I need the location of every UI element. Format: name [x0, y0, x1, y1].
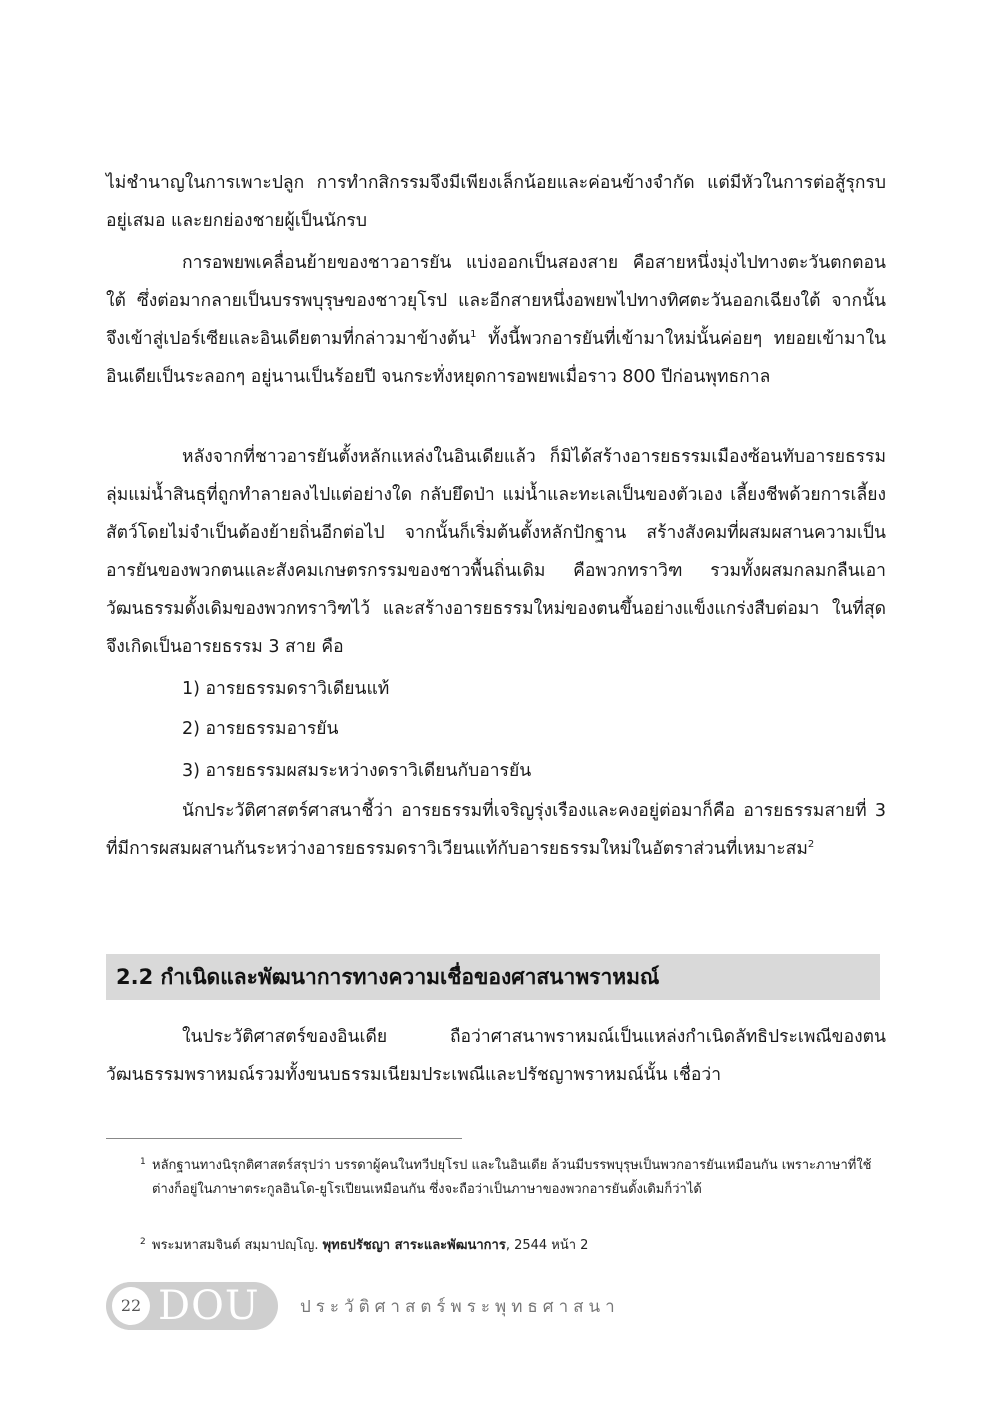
- paragraph-4-text: นักประวัติศาสตร์ศาสนาชี้ว่า อารยธรรมที่เจริญรุ่งเรืองและคงอยู่ต่อมาก็คือ อารยธรรมสายที่ 3 ที่มีการผสมผสานกันระหว่างอารยธรรมดราวิเวียนแท้กับอารยธรรมใหม่ในอัตราส่วนที่เหมาะสม: [106, 801, 886, 859]
- section-title: 2.2 กำเนิดและพัฒนาการทางความเชื่อของศาสนาพราหมณ์: [116, 965, 660, 989]
- dou-logo: DOU: [158, 1283, 260, 1329]
- list-item-1: 1) อารยธรรมดราวิเดียนแท้: [182, 679, 390, 699]
- section-heading-bar: [106, 954, 880, 1000]
- list-item-2: 2) อารยธรรมอารยัน: [182, 719, 339, 739]
- list-item-3: 3) อารยธรรมผสมระหว่างดราวิเดียนกับอารยัน: [182, 761, 532, 781]
- footer-logo-pill: [106, 1282, 278, 1330]
- paragraph-2-tail: ทั้งนี้พวกอารยันที่เข้ามาใหม่นั้นค่อยๆ ทยอยเข้ามาในอินเดียเป็นระลอกๆ อยู่นานเป็นร้อยปี จนกระทั่งหยุดการอพยพเมื่อราว 800 ปีก่อนพุทธกาล: [106, 329, 886, 387]
- footnote-ref-2[interactable]: 2: [807, 839, 815, 851]
- paragraph-4: [106, 792, 886, 868]
- footnote-1-text: หลักฐานทางนิรุกติศาสตร์สรุปว่า บรรดาผู้คนในทวีปยุโรป และในอินเดีย ล้วนมีบรรพบุรุษเป็นพวกอารยันเหมือนกัน เพราะภาษาที่ใช้ต่างก็อยู่ในภาษาตระกูลอินโด-ยูโรเปียนเหมือนกัน ซึ่งจะถือว่าเป็นภาษาของพวกอารยันดั้งเดิมก็ว่าได้: [152, 1158, 872, 1197]
- footnote-divider: [106, 1138, 462, 1139]
- paragraph-2-text: การอพยพเคลื่อนย้ายของชาวอารยัน แบ่งออกเป็นสองสาย คือสายหนึ่งมุ่งไปทางตะวันตกตอนใต้ ซึ่งต่อมากลายเป็นบรรพบุรุษของชาวยุโรป และอีกสายหนึ่งอพยพไปทางทิศตะวันออกเฉียงใต้ จากนั้นจึงเข้าสู่เปอร์เซียและอินเดียตามที่กล่าวมาข้างต้น: [106, 253, 886, 349]
- paragraph-2: [106, 244, 886, 396]
- page-number: 22: [112, 1287, 150, 1325]
- footnote-2-rest: , 2544 หน้า 2: [505, 1238, 589, 1253]
- paragraph-3: หลังจากที่ชาวอารยันตั้งหลักแหล่งในอินเดียแล้ว ก็มิได้สร้างอารยธรรมเมืองซ้อนทับอารยธรรมลุ่มแม่น้ำสินธุที่ถูกทำลายลงไปแต่อย่างใด กลับยึดป่า แม่น้ำและทะเลเป็นของตัวเอง เลี้ยงชีพด้วยการเลี้ยงสัตว์โดยไม่จำเป็นต้องย้ายถิ่นอีกต่อไป จากนั้นก็เริ่มต้นตั้งหลักปักฐาน สร้างสังคมที่ผสมผสานความเป็นอารยันของพวกตนและสังคมเกษตรกรรมของชาวพื้นถิ่นเดิม คือพวกทราวิฑ รวมทั้งผสมกลมกลืนเอาวัฒนธรรมดั้งเดิมของพวกทราวิฑไว้ และสร้างอารยธรรมใหม่ของตนขึ้นอย่างแข็งแกร่งสืบต่อมา ในที่สุดจึงเกิดเป็นอารยธรรม 3 สาย คือ: [106, 447, 886, 657]
- footnote-1-number: 1: [140, 1157, 146, 1167]
- paragraph-5: ในประวัติศาสตร์ของอินเดีย ถือว่าศาสนาพราหมณ์เป็นแหล่งกำเนิดลัทธิประเพณีของตน วัฒนธรรมพราหมณ์รวมทั้งขนบธรรมเนียมประเพณีและปรัชญาพราหมณ์นั้น เชื่อว่า: [106, 1027, 886, 1085]
- footnote-2: [140, 1234, 872, 1258]
- footnote-2-number: 2: [140, 1237, 146, 1247]
- paragraph-1: ไม่ชำนาญในการเพาะปลูก การทำกสิกรรมจึงมีเพียงเล็กน้อยและค่อนข้างจำกัด แต่มีหัวในการต่อสู้รุกรบอยู่เสมอ และยกย่องชายผู้เป็นนักรบ: [106, 173, 886, 231]
- footnote-2-author: พระมหาสมจินต์ สมฺมาปญฺโญ.: [152, 1238, 323, 1253]
- footnote-ref-1[interactable]: 1: [470, 329, 477, 341]
- footer-course-title: ประวัติศาสตร์พระพุทธศาสนา: [300, 1297, 620, 1317]
- footnote-1: [140, 1154, 872, 1202]
- footnote-2-book-title: พุทธปรัชญา สาระและพัฒนาการ: [322, 1238, 506, 1253]
